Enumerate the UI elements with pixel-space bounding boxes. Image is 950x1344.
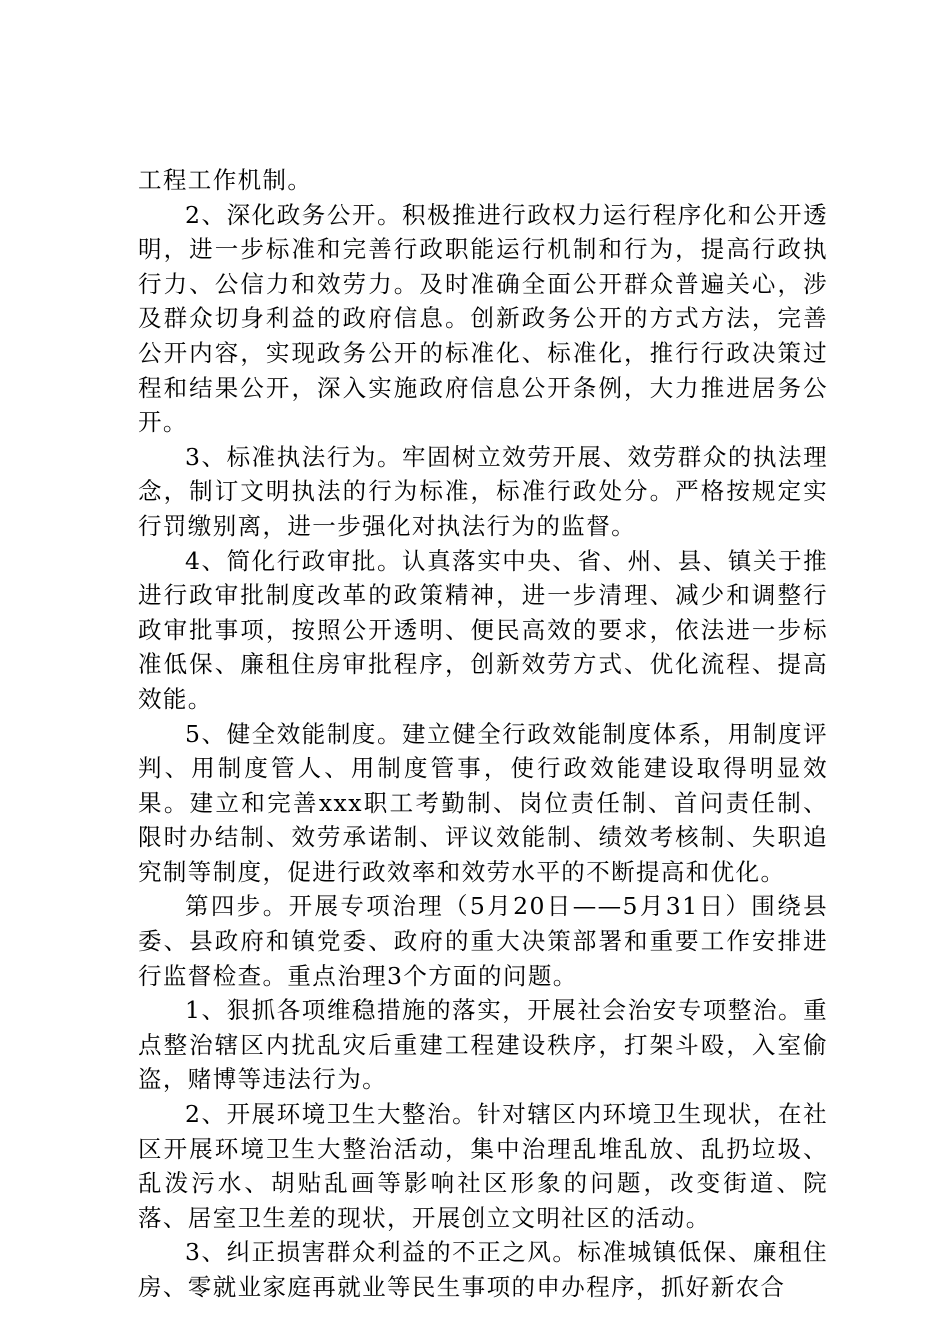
paragraph-5: 5、健全效能制度。建立健全行政效能制度体系，用制度评判、用制度管人、用制度管事，使行政效能建设取得明显效果。建立和完善xxx职工考勤制、岗位责任制、首问责任制、限时办结制、效劳承诺制、评议效能制、绩效考核制、失职追究制等制度，促进行政效率和效劳水平的不断提高和优化。 <box>138 719 828 886</box>
document-body <box>138 163 828 1305</box>
paragraph-9: 3、纠正损害群众利益的不正之风。标准城镇低保、廉租住房、零就业家庭再就业等民生事项的申办程序，抓好新农合 <box>138 1238 828 1301</box>
paragraph-3: 3、标准执法行为。牢固树立效劳开展、效劳群众的执法理念，制订文明执法的行为标准，标准行政处分。严格按规定实行罚缴别离，进一步强化对执法行为的监督。 <box>138 442 828 540</box>
paragraph-2: 2、深化政务公开。积极推进行政权力运行程序化和公开透明，进一步标准和完善行政职能运行机制和行为，提高行政执行力、公信力和效劳力。及时准确全面公开群众普遍关心，涉及群众切身利益的政府信息。创新政务公开的方式方法，完善公开内容，实现政务公开的标准化、标准化，推行行政决策过程和结果公开，深入实施政府信息公开条例，大力推进居务公开。 <box>138 200 828 437</box>
paragraph-1: 工程工作机制。 <box>138 166 313 194</box>
paragraph-6: 第四步。开展专项治理（5月20日——5月31日）围绕县委、县政府和镇党委、政府的重大决策部署和重要工作安排进行监督检查。重点治理3个方面的问题。 <box>138 892 828 990</box>
paragraph-8: 2、开展环境卫生大整治。针对辖区内环境卫生现状，在社区开展环境卫生大整治活动，集中治理乱堆乱放、乱扔垃圾、乱泼污水、胡贴乱画等影响社区形象的问题，改变街道、院落、居室卫生差的现状，开展创立文明社区的活动。 <box>138 1100 828 1232</box>
paragraph-4: 4、简化行政审批。认真落实中央、省、州、县、镇关于推进行政审批制度改革的政策精神，进一步清理、减少和调整行政审批事项，按照公开透明、便民高效的要求，依法进一步标准低保、廉租住房审批程序，创新效劳方式、优化流程、提高效能。 <box>138 546 828 713</box>
paragraph-7: 1、狠抓各项维稳措施的落实，开展社会治安专项整治。重点整治辖区内扰乱灾后重建工程建设秩序，打架斗殴，入室偷盗，赌博等违法行为。 <box>138 996 828 1094</box>
